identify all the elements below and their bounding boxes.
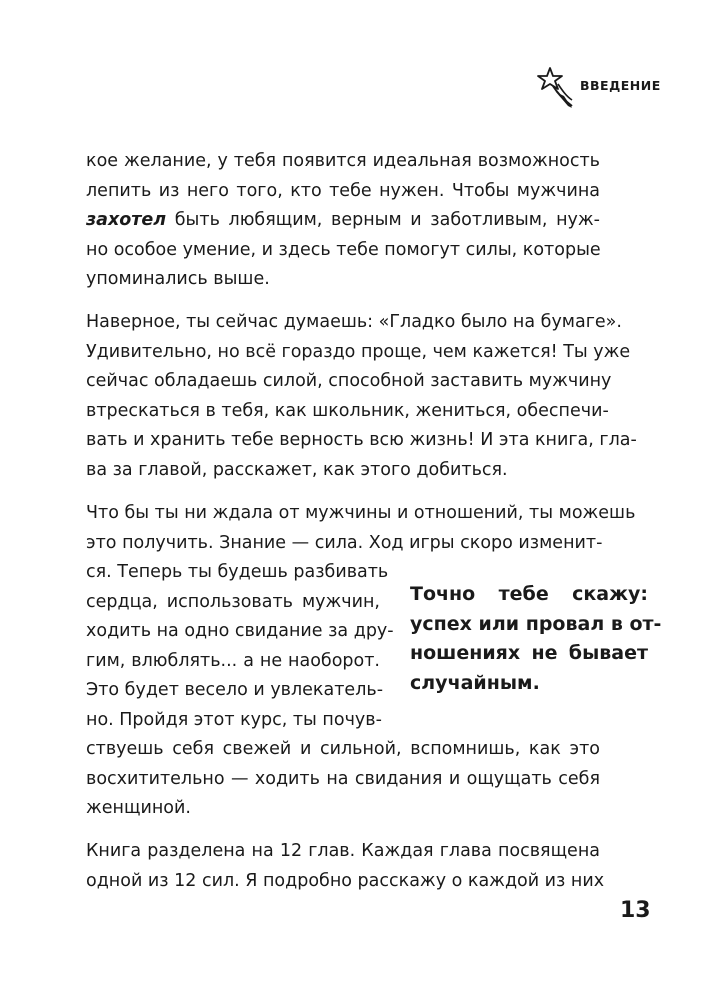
emphasis-word: захотел xyxy=(86,210,167,230)
pull-quote-line: успех или провал в от- xyxy=(410,612,662,635)
pull-quote-line: Точно тебе скажу: xyxy=(410,583,648,605)
section-title: ВВЕДЕНИЕ xyxy=(580,78,661,93)
running-header xyxy=(528,66,661,110)
text-line: Это будет весело и увлекатель- xyxy=(86,680,384,700)
text-line: ва за главой, расскажет, как этого добиться. xyxy=(86,459,508,480)
text-line: ходить на одно свидание за дру- xyxy=(86,621,394,641)
text-line: это получить. Знание — сила. Ход игры скоро изменит- xyxy=(86,532,603,553)
shooting-star-icon xyxy=(528,66,574,110)
text-line: восхитительно — ходить на свидания и ощущать себя xyxy=(86,768,600,789)
text-line: Удивительно, но всё гораздо проще, чем кажется! Ты уже xyxy=(86,341,631,362)
text-line: втрескаться в тебя, как школьник, жениться, обеспечи- xyxy=(86,400,609,421)
text-line: одной из 12 сил. Я подробно расскажу о каждой из них xyxy=(86,870,605,891)
text-line: Книга разделена на 12 глав. Каждая глава посвящена xyxy=(86,841,600,861)
text-line: ствуешь себя свежей и сильной, вспомнишь, как это xyxy=(86,739,600,759)
pull-quote xyxy=(410,580,662,698)
text-line: женщиной. xyxy=(86,798,191,818)
pull-quote-line: ношениях не бывает xyxy=(410,642,648,664)
text-line: гим, влюблять... а не наоборот. xyxy=(86,650,380,671)
text-line: сейчас обладаешь силой, способной заставить мужчину xyxy=(86,371,612,391)
text-line: но особое умение, и здесь тебе помогут силы, которые xyxy=(86,239,601,260)
text-line: кое желание, у тебя появится идеальная возможность xyxy=(86,151,600,171)
text-line: ся. Теперь ты будешь разбивать xyxy=(86,562,389,582)
text-line: Наверное, ты сейчас думаешь: «Гладко было на бумаге». xyxy=(86,312,622,332)
text-line: Что бы ты ни ждала от мужчины и отношений, ты можешь xyxy=(86,503,636,523)
text-line: но. Пройдя этот курс, ты почув- xyxy=(86,709,382,730)
text-line: захотел быть любящим, верным и заботливым, нуж- xyxy=(86,210,600,230)
text-line: упоминались выше. xyxy=(86,269,270,289)
text-line: лепить из него того, кто тебе нужен. Чтобы мужчина xyxy=(86,180,600,201)
text-line: вать и хранить тебе верность всю жизнь! И эта книга, гла- xyxy=(86,430,637,450)
pull-quote-line: случайным. xyxy=(410,671,540,694)
text-line: сердца, использовать мужчин, xyxy=(86,591,380,612)
page-number: 13 xyxy=(620,898,651,923)
